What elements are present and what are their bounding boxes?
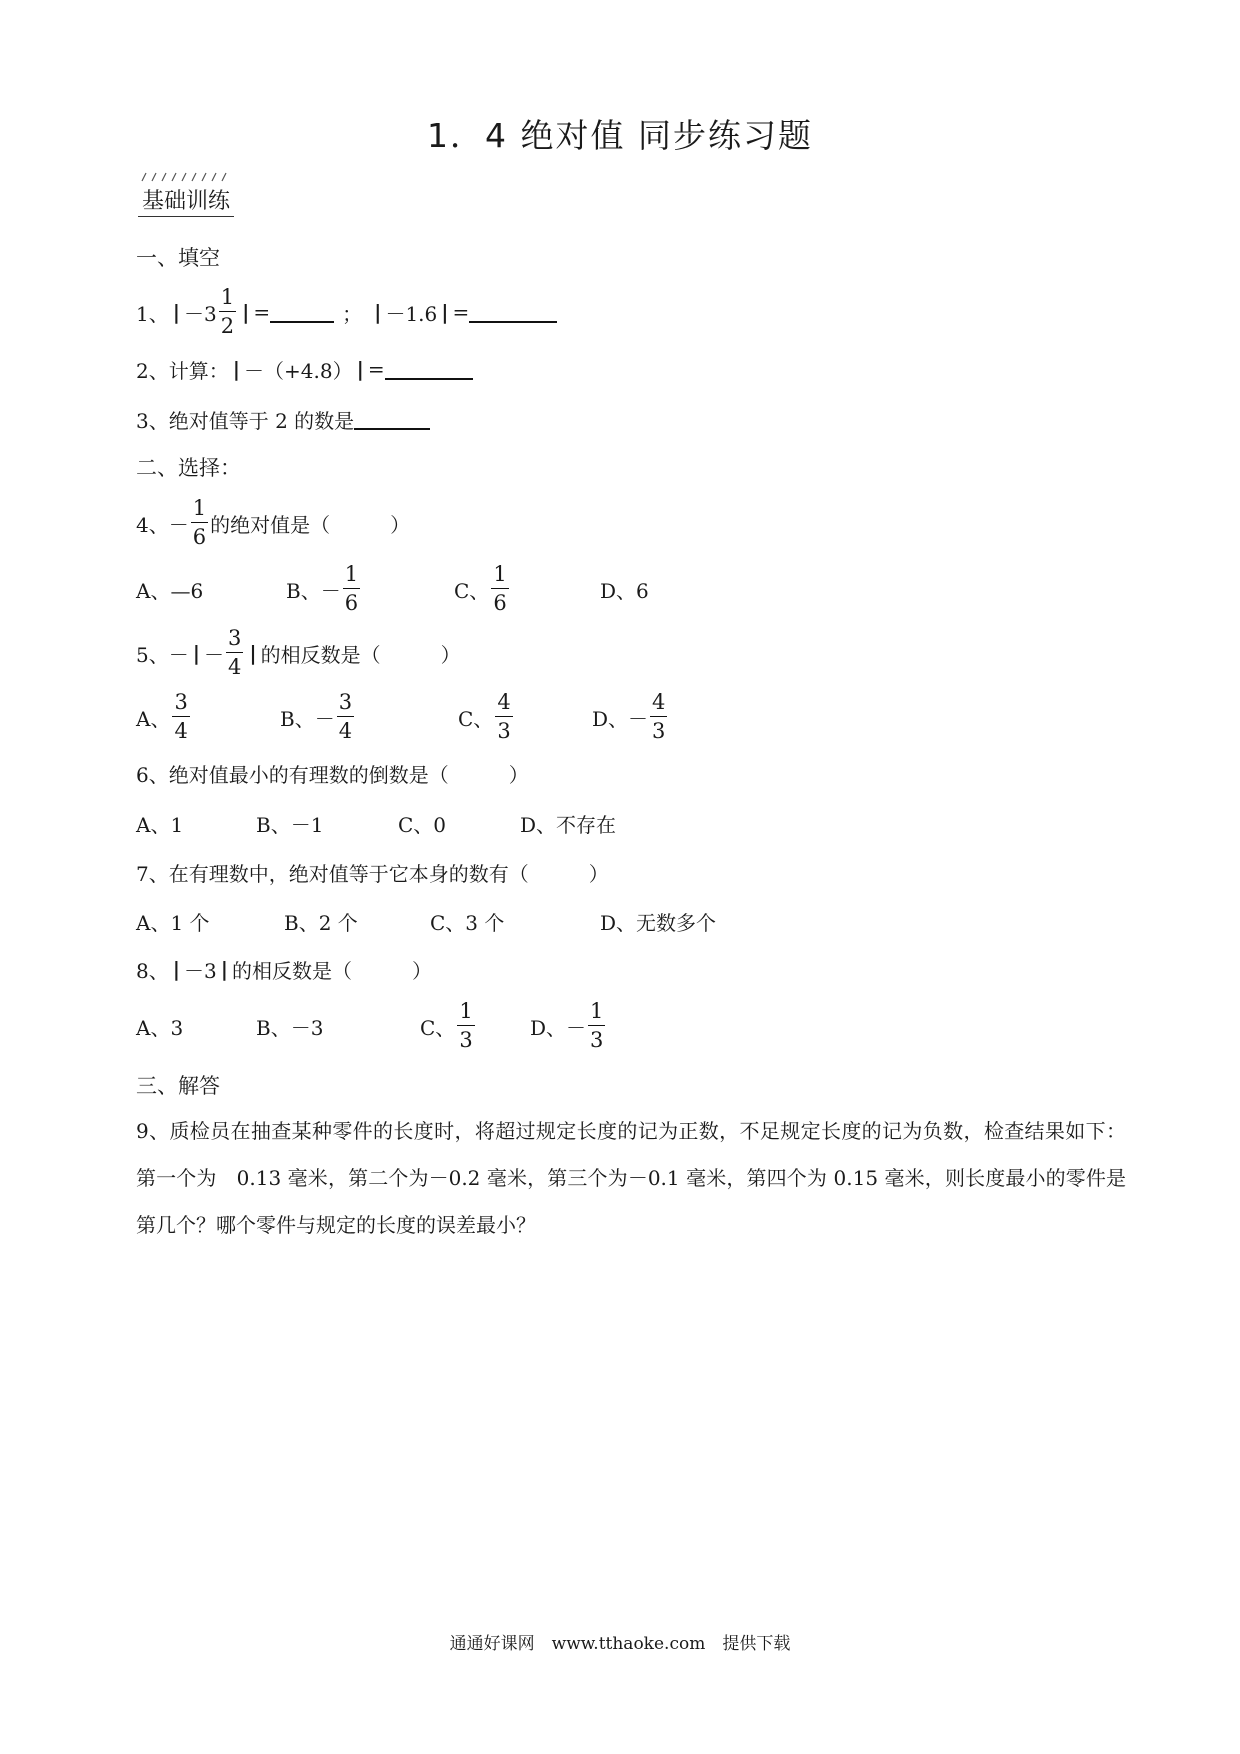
q4-options [136,560,649,618]
q4-option-c-den: 6 [493,591,507,615]
q6-option-d[interactable]: D、不存在 [520,812,617,837]
q4-frac-den: 6 [192,525,207,549]
q4-option-c[interactable] [454,564,600,614]
q5-option-a-fraction [172,692,189,742]
q5-option-b[interactable] [280,692,458,742]
q3-text: 3、绝对值等于 2 的数是 [136,408,355,433]
q5-option-c[interactable] [458,692,592,742]
q7-option-d[interactable]: D、无数多个 [600,910,717,935]
q4-neg: － [168,512,189,537]
q6-option-a[interactable]: A、1 [136,812,184,837]
question-6 [136,758,529,788]
q4-option-b-den: 6 [344,591,359,615]
q5-option-d[interactable] [592,692,669,742]
q5-options [136,688,669,746]
q2-blank[interactable] [385,358,473,380]
section-choice-heading: 二、选择： [136,456,241,480]
q1-equals-2: = [452,300,470,324]
section-badge [136,172,236,216]
q5-option-a-label: A、 [136,706,171,731]
q8-bar-close: | [220,957,229,981]
page-title: 1．4 绝对值 同步练习题 [427,116,813,155]
q4-option-c-num: 1 [491,564,508,589]
section-fill-heading: 一、填空 [136,246,220,270]
q5-text: 的相反数是（ ） [260,642,461,667]
q8-bar-open: | [172,957,181,981]
q5-frac-den: 4 [228,655,242,679]
q2-equals: = [367,357,385,381]
q8-text: 的相反数是（ ） [232,958,433,983]
q1-blank-2[interactable] [469,301,557,323]
q4-number: 4、 [136,512,169,537]
q3-blank[interactable] [354,408,430,430]
q8-option-d-label: D、－ [530,1015,587,1040]
q1-equals: = [253,300,271,324]
q2-bar-close: | [356,357,364,381]
q5-option-c-den: 3 [497,719,511,743]
q4-text: 的绝对值是（ ） [210,512,411,537]
q8-option-c[interactable] [420,1001,530,1051]
q2-text: 2、计算： [136,358,229,383]
q4-option-c-fraction [491,564,508,614]
q1-bar-close: | [242,300,250,324]
question-7 [136,857,609,887]
q8-option-c-den: 3 [459,1028,473,1052]
q8-option-c-fraction [457,1001,474,1051]
q5-bar-open: | [192,641,201,665]
q8-options [136,997,607,1055]
q1-abs-value-2: －1.6 [385,301,438,326]
q8-option-a[interactable]: A、3 [136,1015,184,1040]
q2-inner: －（+4.8） [244,358,353,383]
q8-option-c-label: C、 [420,1015,456,1040]
q5-option-c-num: 4 [495,692,512,717]
q4-option-a[interactable]: A、—6 [136,578,204,603]
q1-separator: ； [342,301,363,326]
q7-option-a[interactable]: A、1 个 [136,910,210,935]
q4-option-b-num: 1 [343,564,360,589]
q8-option-d[interactable] [530,1001,607,1051]
question-2 [136,354,473,384]
question-8 [136,954,432,984]
q1-bar-open: | [172,300,181,324]
q5-option-a-num: 3 [172,692,189,717]
q5-option-b-num: 3 [337,692,354,717]
q7-option-b[interactable]: B、2 个 [284,910,358,935]
badge-underline [138,216,234,217]
q8-option-b[interactable]: B、－3 [256,1015,324,1040]
q5-neg: － [204,642,225,667]
question-4 [136,494,410,552]
q8-inner: －3 [184,958,217,983]
q5-option-d-den: 3 [652,719,666,743]
q5-option-a[interactable] [136,692,280,742]
q5-option-d-fraction [650,692,667,742]
q4-frac-num: 1 [191,498,208,523]
q4-option-b[interactable] [286,564,454,614]
q5-frac-num: 3 [226,628,243,653]
q4-option-d[interactable]: D、6 [600,578,649,603]
q5-option-c-label: C、 [458,706,494,731]
q1-bar-open-2: | [374,300,382,324]
q6-options [136,808,616,838]
q5-option-d-label: D、－ [592,706,649,731]
q5-option-d-num: 4 [650,692,667,717]
q5-option-b-label: B、－ [280,706,335,731]
q1-neg-three: －3 [184,301,217,326]
q1-frac-den: 2 [220,314,235,338]
section-answer-heading: 三、解答 [136,1074,220,1098]
q8-option-d-fraction [588,1001,605,1051]
badge-label: 基础训练 [142,189,231,214]
q1-number: 1、 [136,301,169,326]
q1-fraction [219,287,236,337]
q5-fraction [226,628,243,678]
q8-option-c-num: 1 [457,1001,474,1026]
footer-source: 通通好课网 www.tthaoke.com 提供下载 [449,1634,791,1654]
question-3 [136,404,430,434]
q4-fraction [191,498,208,548]
q8-number: 8、 [136,958,169,983]
q8-option-d-den: 3 [590,1028,604,1052]
question-1 [136,284,557,340]
q1-frac-num: 1 [219,287,236,312]
q5-option-a-den: 4 [174,719,188,743]
q6-option-b[interactable]: B、－1 [256,812,324,837]
q7-option-c[interactable]: C、3 个 [430,910,505,935]
q4-option-b-fraction [343,564,360,614]
q1-bar-close-2: | [441,300,449,324]
q6-text: 6、绝对值最小的有理数的倒数是（ ） [136,762,529,787]
q4-option-b-label: B、－ [286,578,341,603]
question-9: 9、质检员在抽查某种零件的长度时，将超过规定长度的记为正数，不足规定长度的记为负数，检查结果如下：第一个为 0.13 毫米，第二个为－0.2 毫米，第三个为－0.1 毫米，第四个为 0.15 毫米，则长度最小的零件是第几个？哪个零件与规定的长度的误差最小？ [136,1119,1126,1237]
q7-text: 7、在有理数中，绝对值等于它本身的数有（ ） [136,861,609,886]
q5-option-b-fraction [337,692,354,742]
q4-option-c-label: C、 [454,578,490,603]
q5-option-b-den: 4 [338,719,353,743]
q5-bar-close: | [249,641,257,665]
q8-option-d-num: 1 [588,1001,605,1026]
q1-blank-1[interactable] [270,301,334,323]
hatch-decoration [140,172,232,182]
q5-option-c-fraction [495,692,512,742]
q7-options [136,906,716,936]
q6-option-c[interactable]: C、0 [398,812,447,837]
q2-bar-open: | [232,357,241,381]
question-5 [136,624,461,682]
q5-number: 5、－ [136,642,189,667]
